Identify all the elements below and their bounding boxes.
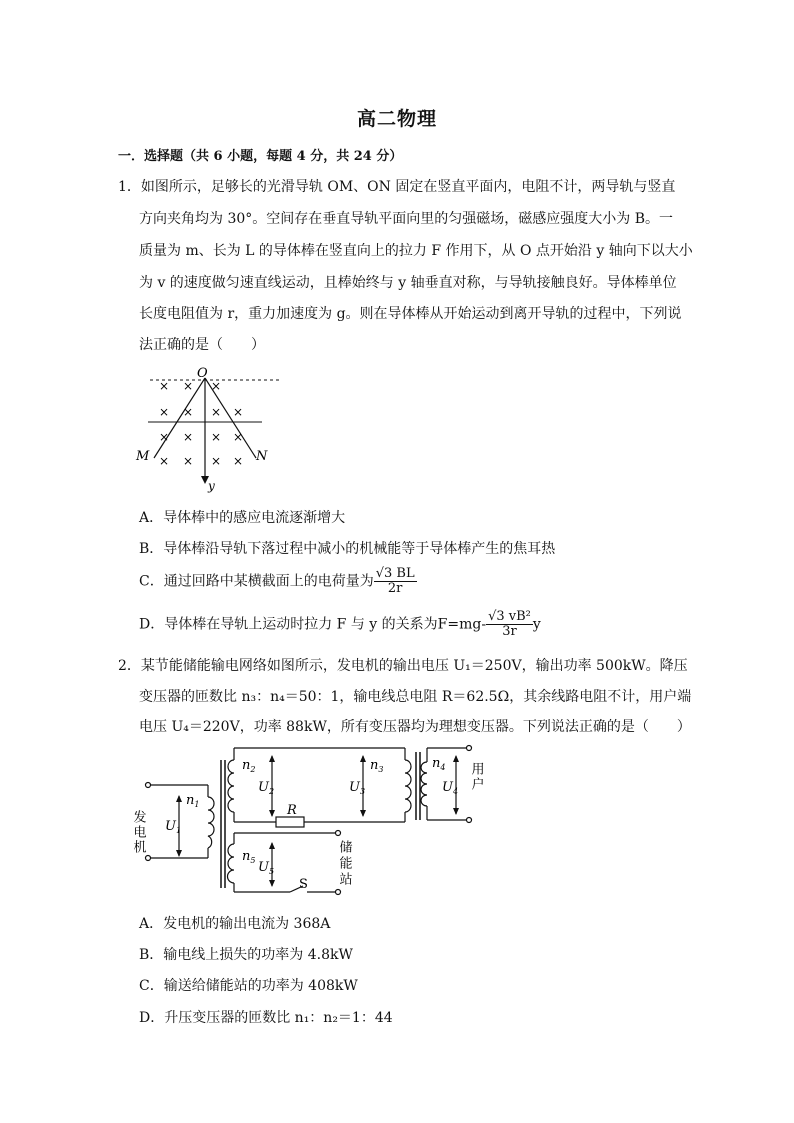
cross-mark: × — [211, 379, 222, 393]
user-label: 用户 — [468, 762, 484, 792]
label-n: N — [256, 449, 268, 464]
q2-option-a[interactable]: A．发电机的输出电流为 368A — [139, 916, 331, 932]
label-n5: $n_5$ — [242, 849, 256, 865]
label-u5: $U_5$ — [258, 860, 275, 876]
label-u3: $U_3$ — [349, 780, 366, 796]
q2-circuit-figure — [130, 740, 500, 900]
cross-mark: × — [211, 454, 222, 468]
section-heading: 一．选择题（共 6 小题，每题 4 分，共 24 分） — [118, 149, 403, 164]
generator-label-char: 发电机 — [130, 810, 146, 855]
label-m: M — [136, 449, 150, 464]
cross-mark: × — [159, 379, 170, 393]
q2-option-c[interactable]: C．输送给储能站的功率为 408kW — [139, 978, 358, 994]
switch-label: S — [299, 877, 308, 892]
label-n4: $n_4$ — [432, 756, 446, 772]
cross-mark: × — [183, 405, 194, 419]
label-n2: $n_2$ — [242, 758, 256, 774]
label-y: y — [208, 479, 215, 493]
page-title: 高二物理 — [356, 108, 437, 130]
fraction-numerator: √3 BL — [375, 566, 415, 581]
storage-label: 储能站 — [336, 840, 352, 888]
cross-mark: × — [211, 430, 222, 444]
magnetic-field-crosses — [159, 379, 243, 468]
cross-mark: × — [233, 405, 244, 419]
cross-mark: × — [183, 430, 194, 444]
q2-option-b[interactable]: B．输电线上损失的功率为 4.8kW — [139, 947, 353, 963]
q1-line-4: 为 v 的速度做匀速直线运动，且棒始终与 y 轴垂直对称，与导轨接触良好。导体棒单位 — [139, 275, 677, 291]
label-r: R — [287, 803, 297, 818]
cross-mark: × — [233, 454, 244, 468]
q1-option-c[interactable] — [139, 567, 417, 596]
q1-line-1: 1．如图所示，足够长的光滑导轨 OM、ON 固定在竖直平面内，电阻不计，两导轨与竖直 — [118, 179, 676, 195]
label-u2: $U_2$ — [258, 780, 275, 796]
cross-mark: × — [159, 405, 170, 419]
q1-line-6: 法正确的是（ ） — [139, 337, 265, 353]
q1-option-d-text: D．导体棒在导轨上运动时拉力 F 与 y 的关系为F=mg- — [139, 616, 487, 633]
q2-line-2: 变压器的匝数比 n₃：n₄＝50：1，输电线总电阻 R＝62.5Ω，其余线路电阻不计，用户端 — [139, 689, 692, 705]
label-n1: $n_1$ — [186, 793, 200, 809]
cross-mark: × — [233, 430, 244, 444]
q2-line-1: 2．某节能储能输电网络如图所示，发电机的输出电压 U₁＝250V，输出功率 500kW。降压 — [118, 658, 688, 674]
cross-mark: × — [159, 454, 170, 468]
label-u1: $U_1$ — [165, 819, 182, 835]
cross-mark: × — [211, 405, 222, 419]
label-n3: $n_3$ — [370, 758, 384, 774]
fraction-denominator: 2r — [387, 581, 403, 596]
cross-mark: × — [183, 379, 194, 393]
q2-option-d[interactable]: D．升压变压器的匝数比 n₁：n₂＝1：44 — [139, 1010, 393, 1026]
q1-line-3: 质量为 m、长为 L 的导体棒在竖直向上的拉力 F 作用下，从 O 点开始沿 y 轴向下以大小 — [139, 243, 693, 259]
q1-option-a[interactable]: A．导体棒中的感应电流逐渐增大 — [139, 510, 346, 526]
q1-option-d[interactable] — [139, 610, 541, 639]
fraction — [374, 567, 417, 596]
q2-line-3: 电压 U₄＝220V，功率 88kW，所有变压器均为理想变压器。下列说法正确的是（ ） — [139, 719, 691, 735]
label-u4: $U_4$ — [442, 780, 459, 796]
q1-option-c-text: C．通过回路中某横截面上的电荷量为 — [139, 573, 374, 590]
q1-line-5: 长度电阻值为 r，重力加速度为 g。则在导体棒从开始运动到离开导轨的过程中，下列说 — [139, 306, 682, 322]
cross-mark: × — [183, 454, 194, 468]
cross-mark: × — [159, 430, 170, 444]
fraction-numerator: √3 vB² — [488, 609, 531, 624]
q1-line-2: 方向夹角均为 30°。空间存在垂直导轨平面向里的匀强磁场，磁感应强度大小为 B。一 — [139, 211, 674, 227]
fraction-denominator: 3r — [502, 624, 517, 639]
q1-option-d-suffix: y — [532, 616, 541, 633]
q1-rail-figure — [130, 360, 280, 495]
q1-option-b[interactable]: B．导体棒沿导轨下落过程中减小的机械能等于导体棒产生的焦耳热 — [139, 541, 556, 557]
label-o: O — [197, 366, 208, 381]
fraction — [486, 610, 533, 639]
